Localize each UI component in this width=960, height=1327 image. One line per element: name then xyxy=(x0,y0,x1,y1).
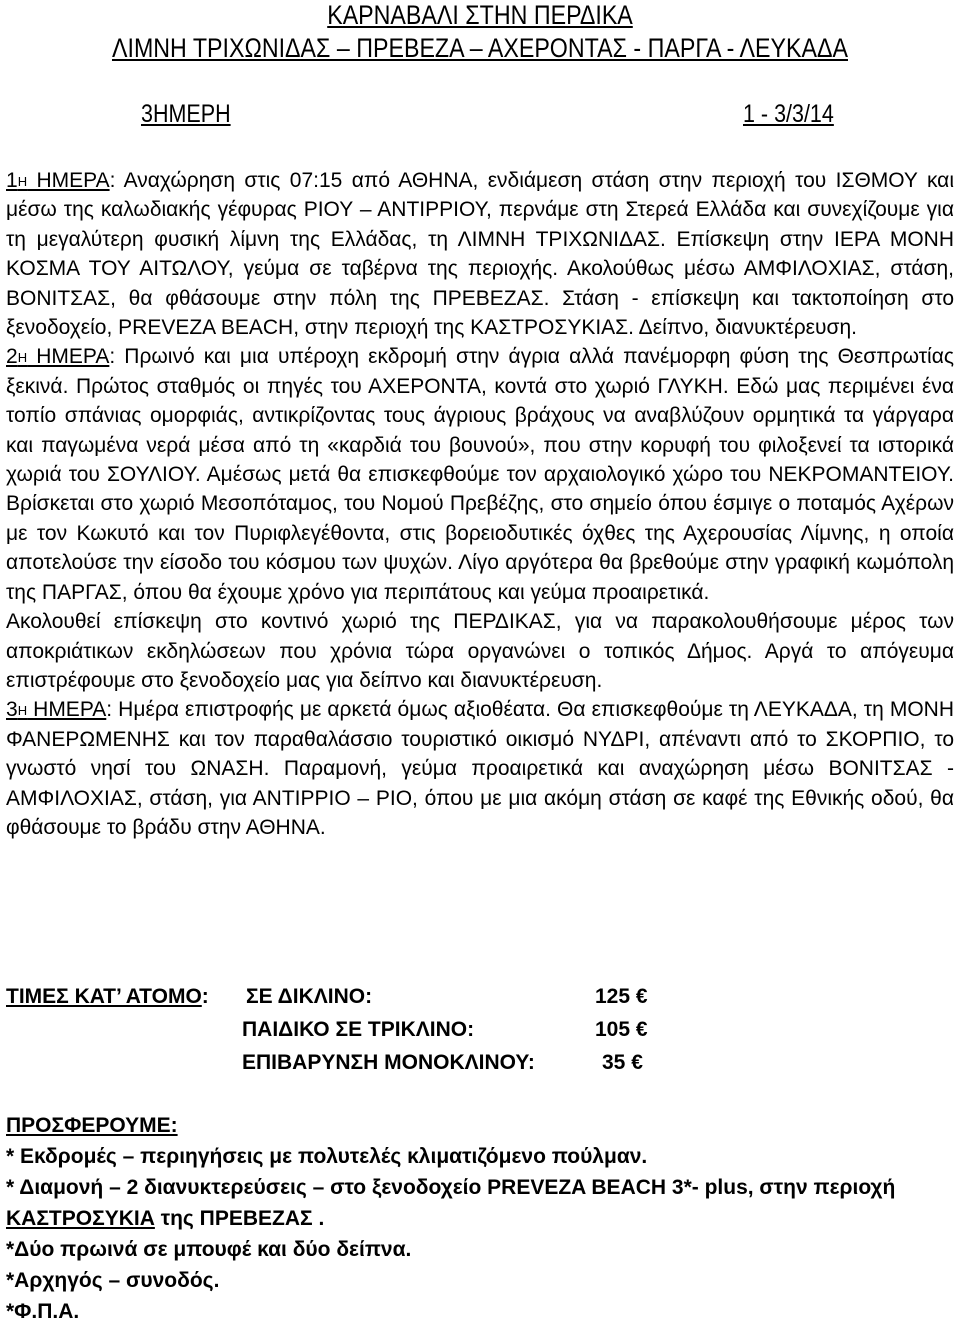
duration-dates: 1 - 3/3/14 xyxy=(743,100,834,128)
day-1-number: 1 xyxy=(6,169,18,192)
offer-item-3: *Δύο πρωινά σε μπουφέ και δύο δείπνα. xyxy=(6,1238,412,1261)
price-label-double: ΣΕ ΔΙΚΛΙΝΟ: xyxy=(246,985,373,1008)
offer-item-2: * Διαμονή – 2 διανυκτερεύσεις – στο ξενοδοχείο PREVEZA BEACH 3*- plus, στην περιοχή ΚΑΣΤΡΟΣΥΚΙΑ της ΠΡΕΒΕΖΑΣ . xyxy=(6,1176,896,1230)
offer-section xyxy=(6,1110,954,1327)
day-1-heading xyxy=(6,169,110,192)
price-value-single: 35 € xyxy=(602,1051,643,1074)
price-label-single: ΕΠΙΒΑΡΥΝΣΗ ΜΟΝΟΚΛΙΝΟΥ: xyxy=(242,1051,535,1074)
title-line-2: ΛΙΜΝΗ ΤΡΙΧΩΝΙΔΑΣ – ΠΡΕΒΕΖΑ – ΑΧΕΡΟΝΤΑΣ - ΠΑΡΓΑ - ΛΕΥΚΑΔΑ xyxy=(111,33,848,63)
day-1-head: ΗΜΕΡΑ xyxy=(27,169,110,192)
day-3-head: ΗΜΕΡΑ xyxy=(27,698,107,722)
day-2-number: 2 xyxy=(6,345,18,369)
day-3-paragraph xyxy=(6,695,954,842)
duration-label: 3ΗΜΕΡΗ xyxy=(141,100,231,128)
day-2-paragraph-continued: Ακολουθεί επίσκεψη στο κοντινό χωριό της ΠΕΡΔΙΚΑΣ, για να παρακολουθήσουμε μέρος των αποκριάτικων εκδηλώσεων που χρόνια τώρα οργανώνει ο τοπικός Δήμος. Αργά το απόγευμα επιστρέφουμε στο ξενοδοχείο μας για δείπνο και διανυκτέρευση. xyxy=(6,610,954,692)
offer-heading: ΠΡΟΣΦΕΡΟΥΜΕ: xyxy=(6,1114,178,1137)
day-2-heading xyxy=(6,345,109,368)
day-1-text: : Αναχώρηση στις 07:15 από ΑΘΗΝΑ, ενδιάμεση στάση στην περιοχή του ΙΣΘΜΟΥ και μέσω της καλωδιακής γέφυρας ΡΙΟΥ – ΑΝΤΙΡΡΙΟΥ, περνάμε στη Στερεά Ελλάδα και συνεχίζουμε για τη μεγαλύτερη φυσική λίμνη της Ελλάδας, τη ΛΙΜΝΗ ΤΡΙΧΩΝΙΔΑΣ. Επίσκεψη στην ΙΕΡΑ ΜΟΝΗ ΚΟΣΜΑ ΤΟΥ ΑΙΤΩΛΟΥ, γεύμα σε ταβέρνα της περιοχής. Ακολούθως μέσω ΑΜΦΙΛΟΧΙΑΣ, στάση, ΒΟΝΙΤΣΑΣ, θα φθάσουμε στην πόλη της ΠΡΕΒΕΖΑΣ. Στάση - επίσκεψη και τακτοποίηση στο ξενοδοχείο, PREVEZA BEACH, στην περιοχή της ΚΑΣΤΡΟΣΥΚΙΑΣ. Δείπνο, διανυκτέρευση. xyxy=(6,169,954,340)
day-1-sup: Η xyxy=(17,174,28,189)
day-2-paragraph xyxy=(6,342,954,607)
offer-item-1: * Εκδρομές – περιηγήσεις με πολυτελές κλιματιζόμενο πούλμαν. xyxy=(6,1145,648,1168)
day-3-heading xyxy=(6,698,106,721)
day-3-text: : Ημέρα επιστροφής με αρκετά όμως αξιοθέατα. Θα επισκεφθούμε τη ΛΕΥΚΑΔΑ, τη ΜΟΝΗ ΦΑΝΕΡΩΜΕΝΗΣ και τον παραθαλάσσιο τουριστικό οικισμό ΝΥΔΡΙ, απέναντι από το ΣΚΟΡΠΙΟ, το γνωστό νησί του ΩΝΑΣΗ. Παραμονή, γεύμα προαιρετικά και αναχώρηση μέσω ΒΟΝΙΤΣΑΣ - ΑΜΦΙΛΟΧΙΑΣ, στάση, για ΑΝΤΙΡΡΙΟ – ΡΙΟ, όπου με μια ακόμη στάση σε καφέ της Εθνικής οδού, θα φθάσουμε το βράδυ στην ΑΘΗΝΑ. xyxy=(6,698,954,839)
price-value-double: 125 € xyxy=(595,985,648,1008)
prices-heading: ΤΙΜΕΣ ΚΑΤ’ ΑΤΟΜΟ: xyxy=(6,985,209,1008)
offer-item-5: *Φ.Π.Α. xyxy=(6,1300,80,1323)
price-value-child: 105 € xyxy=(595,1018,648,1041)
title-line-1: ΚΑΡΝΑΒΑΛΙ ΣΤΗΝ ΠΕΡΔΙΚΑ xyxy=(327,0,633,30)
itinerary-body xyxy=(6,166,954,842)
day-3-number: 3 xyxy=(6,698,18,722)
day-3-sup: Η xyxy=(17,703,28,719)
day-2-sup: Η xyxy=(17,350,28,366)
price-label-child: ΠΑΙΔΙΚΟ ΣΕ ΤΡΙΚΛΙΝΟ: xyxy=(242,1018,475,1041)
day-1-paragraph xyxy=(6,166,954,342)
day-2-head: ΗΜΕΡΑ xyxy=(27,345,110,369)
offer-item-4: *Αρχηγός – συνοδός. xyxy=(6,1269,220,1292)
day-2-text: : Πρωινό και μια υπέροχη εκδρομή στην άγρια αλλά πανέμορφη φύση της Θεσπρωτίας ξεκινά. Πρώτος σταθμός οι πηγές του ΑΧΕΡΟΝΤΑ, κοντά στο χωριό ΓΛΥΚΗ. Εδώ μας περιμένει ένα τοπίο σπάνιας ομορφιάς, αντικρίζοντας τους άγριους βράχους να αναβλύζουν ορμητικά τα γάργαρα και παγωμένα νερά μέσα από τη «καρδιά του βουνού», που στην κορυφή του φιλοξενεί τα ιστορικά χωριά του ΣΟΥΛΙΟΥ. Αμέσως μετά θα επισκεφθούμε τον αρχαιολογικό χώρο του ΝΕΚΡΟΜΑΝΤΕΙΟΥ. Βρίσκεται στο χωριό Μεσοπόταμος, του Νομού Πρεβέζης, στο σημείο όπου έσμιγε ο ποταμός Αχέρων με τον Κωκυτό και τον Πυριφλεγέθοντα, στις βορειοδυτικές όχθες της Αχερουσίας Λίμνης, η οποία αποτελούσε την είσοδο του κόσμου των ψυχών. Λίγο αργότερα θα βρεθούμε στην γραφική κωμόπολη της ΠΑΡΓΑΣ, όπου θα έχουμε χρόνο για περιπάτους και γεύμα προαιρετικά. xyxy=(6,345,954,604)
